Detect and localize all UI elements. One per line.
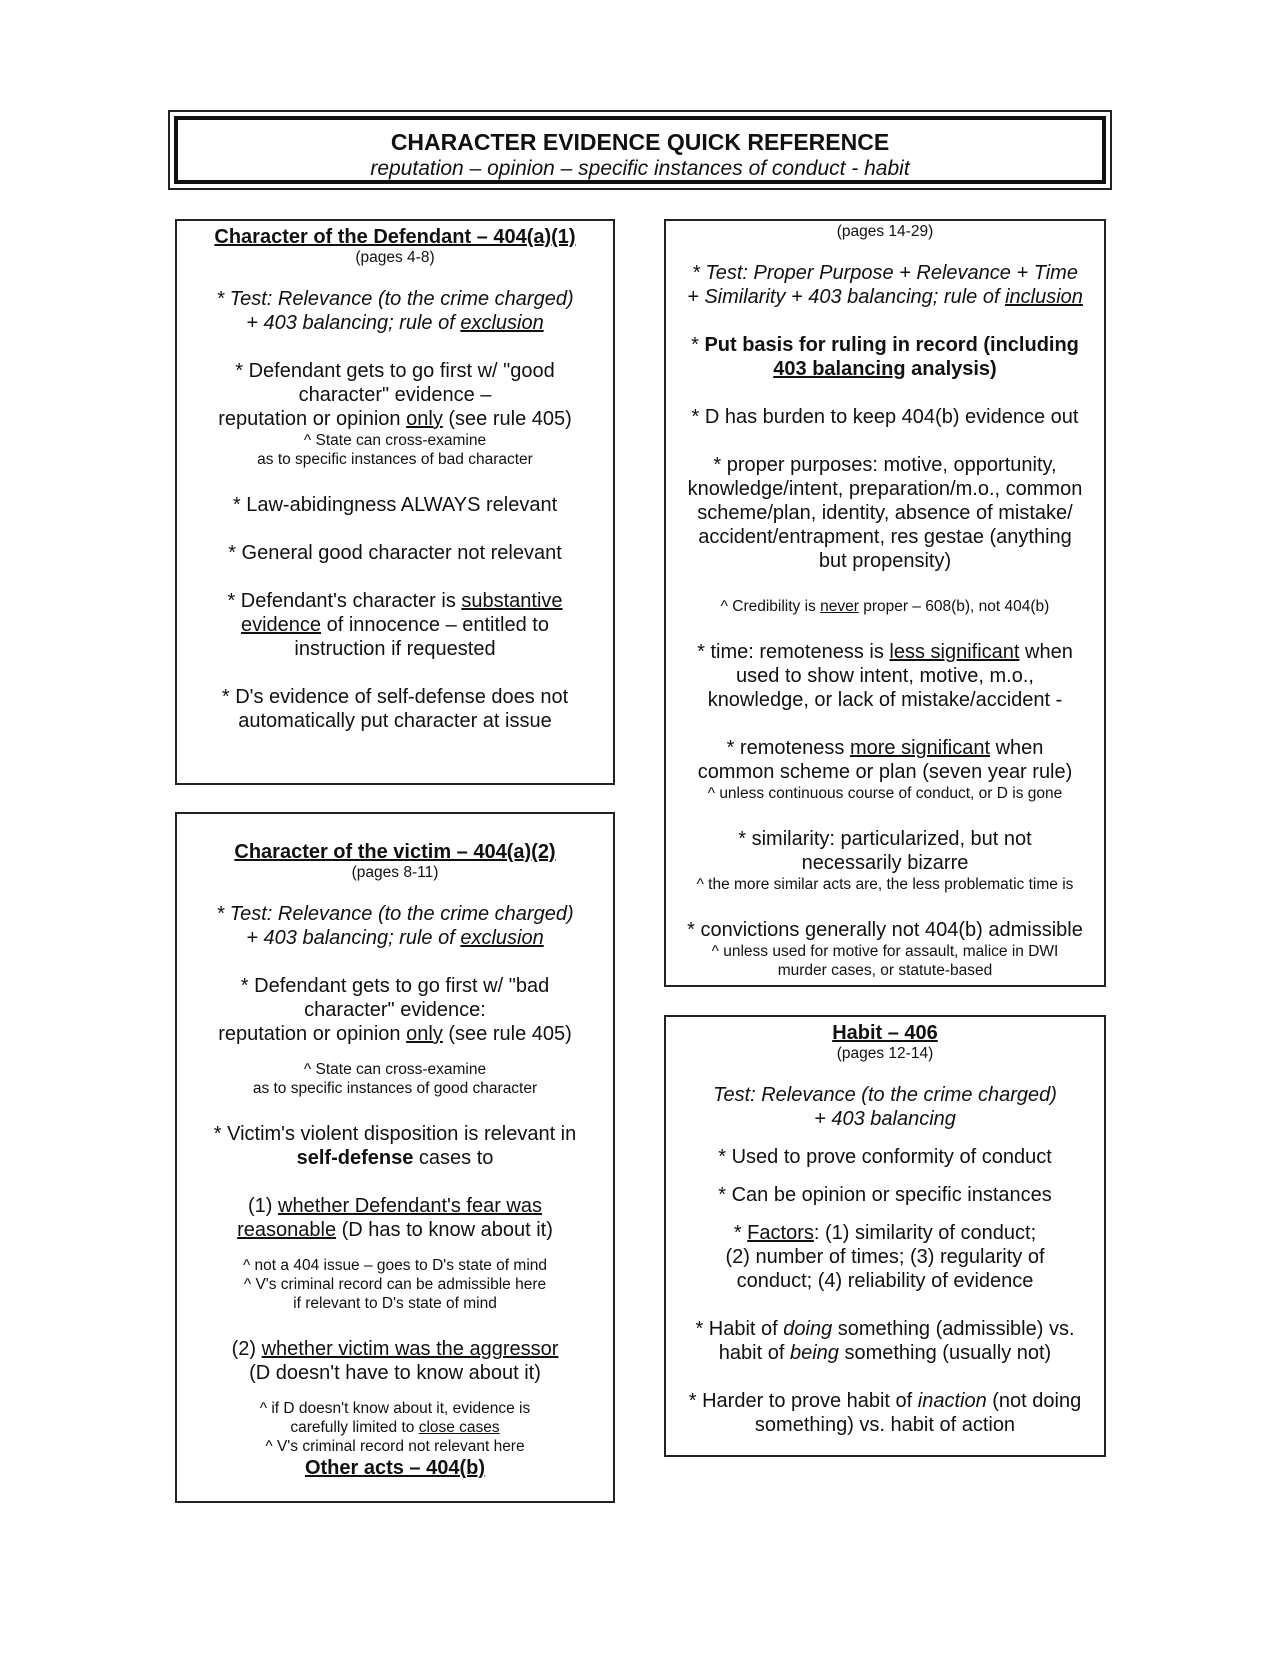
other-acts-remoteness-line: * remoteness more significant when [726,737,1044,759]
other-acts-similarity-note: ^ the more similar acts are, the less problematic time is [696,876,1074,893]
header-frame [168,110,1112,190]
other-acts-test-line: + Similarity + 403 balancing; rule of inclusion [687,286,1083,308]
other-acts-convictions-note: ^ unless used for motive for assault, malice in DWI [711,943,1059,960]
defendant-substantive-line: * Defendant's character is substantive [227,590,563,612]
habit-doing-line: habit of being something (usually not) [718,1342,1052,1364]
habit-factors-line: * Factors: (1) similarity of conduct; [733,1222,1037,1244]
habit-doing-line: * Habit of doing something (admissible) vs. [695,1318,1075,1340]
victim-first-line: reputation or opinion only (see rule 405) [218,1023,572,1045]
other-acts-similarity-line: necessarily bizarre [801,852,969,874]
other-acts-purposes-line: scheme/plan, identity, absence of mistake/ [697,502,1073,524]
victim-aggressor-line: (D doesn't have to know about it) [249,1362,541,1384]
other-acts-credibility-note: ^ Credibility is never proper – 608(b), not 404(b) [720,598,1050,615]
victim-fear-note: ^ V's criminal record can be admissible here [243,1276,547,1293]
other-acts-purposes-line: * proper purposes: motive, opportunity, [713,454,1057,476]
page-subtitle: reputation – opinion – specific instances of conduct - habit [370,157,910,180]
other-acts-pages: (pages 14-29) [836,223,934,240]
defendant-self-defense-line: automatically put character at issue [238,710,552,732]
other-acts-remoteness-line: common scheme or plan (seven year rule) [697,761,1073,783]
defendant-test-line: + 403 balancing; rule of exclusion [246,312,544,334]
victim-violent-line: * Victim's violent disposition is relevant in [213,1123,577,1145]
victim-violent-line: self-defense cases to [296,1147,494,1169]
victim-cross-note: as to specific instances of good character [252,1080,538,1097]
other-acts-burden: * D has burden to keep 404(b) evidence out [691,406,1079,428]
victim-test-line: + 403 balancing; rule of exclusion [246,927,544,949]
other-acts-section [664,219,1106,987]
victim-fear-line: reasonable (D has to know about it) [237,1219,553,1241]
other-acts-time-line: * time: remoteness is less significant when [697,641,1073,663]
defendant-first-line: reputation or opinion only (see rule 405) [218,408,572,430]
defendant-section [175,219,615,785]
defendant-law-abiding: * Law-abidingness ALWAYS relevant [232,494,558,516]
defendant-first-line: character" evidence – [298,384,492,406]
defendant-pages: (pages 4-8) [355,249,435,266]
defendant-heading: Character of the Defendant – 404(a)(1) [214,226,576,248]
defendant-substantive-line: evidence of innocence – entitled to [240,614,549,636]
defendant-test-line: * Test: Relevance (to the crime charged) [216,288,574,310]
habit-test-line: Test: Relevance (to the crime charged) [713,1084,1057,1106]
other-acts-purposes-line: knowledge/intent, preparation/m.o., common [687,478,1083,500]
other-acts-purposes-line: accident/entrapment, res gestae (anything [698,526,1072,548]
victim-aggressor-note: carefully limited to close cases [290,1419,500,1436]
victim-fear-note: ^ not a 404 issue – goes to D's state of mind [242,1257,548,1274]
header-inner-frame [174,116,1106,184]
defendant-cross-note: as to specific instances of bad character [257,451,533,468]
defendant-substantive-line: instruction if requested [294,638,496,660]
other-acts-convictions-line: * convictions generally not 404(b) admissible [687,919,1083,941]
defendant-self-defense-line: * D's evidence of self-defense does not [221,686,569,708]
victim-fear-line: (1) whether Defendant's fear was [248,1195,542,1217]
victim-first-line: * Defendant gets to go first w/ "bad [240,975,550,997]
other-acts-time-line: knowledge, or lack of mistake/accident - [707,689,1063,711]
habit-test-line: + 403 balancing [814,1108,956,1130]
habit-inaction-line: * Harder to prove habit of inaction (not doing [688,1390,1082,1412]
other-acts-heading: Other acts – 404(b) [304,1457,486,1479]
other-acts-similarity-line: * similarity: particularized, but not [738,828,1032,850]
page-title: CHARACTER EVIDENCE QUICK REFERENCE [390,129,890,155]
victim-pages: (pages 8-11) [351,864,439,881]
victim-fear-note: if relevant to D's state of mind [293,1295,497,1312]
other-acts-purposes-line: but propensity) [818,550,952,572]
other-acts-remoteness-note: ^ unless continuous course of conduct, or D is gone [707,785,1063,802]
other-acts-test-line: * Test: Proper Purpose + Relevance + Time [692,262,1078,284]
other-acts-basis-line: * Put basis for ruling in record (including [691,334,1079,356]
victim-cross-note: ^ State can cross-examine [303,1061,487,1078]
habit-inaction-line: something) vs. habit of action [754,1414,1016,1436]
defendant-general-character: * General good character not relevant [228,542,562,564]
habit-pages: (pages 12-14) [836,1045,934,1062]
victim-heading: Character of the victim – 404(a)(2) [234,841,556,863]
victim-test-line: * Test: Relevance (to the crime charged) [216,903,574,925]
victim-first-line: character" evidence: [304,999,486,1021]
victim-section [175,812,615,1503]
other-acts-basis-line: 403 balancing analysis) [773,358,997,380]
habit-conformity: * Used to prove conformity of conduct [718,1146,1052,1168]
habit-opinion: * Can be opinion or specific instances [718,1184,1052,1206]
other-acts-convictions-note: murder cases, or statute-based [777,962,993,979]
victim-aggressor-note: ^ if D doesn't know about it, evidence is [259,1400,531,1417]
habit-factors-line: conduct; (4) reliability of evidence [736,1270,1034,1292]
victim-aggressor-note: ^ V's criminal record not relevant here [265,1438,525,1455]
defendant-cross-note: ^ State can cross-examine [303,432,487,449]
habit-factors-line: (2) number of times; (3) regularity of [725,1246,1045,1268]
defendant-first-line: * Defendant gets to go first w/ "good [235,360,555,382]
habit-section [664,1015,1106,1457]
other-acts-time-line: used to show intent, motive, m.o., [736,665,1034,687]
victim-aggressor-line: (2) whether victim was the aggressor [231,1338,559,1360]
habit-heading: Habit – 406 [832,1022,938,1044]
